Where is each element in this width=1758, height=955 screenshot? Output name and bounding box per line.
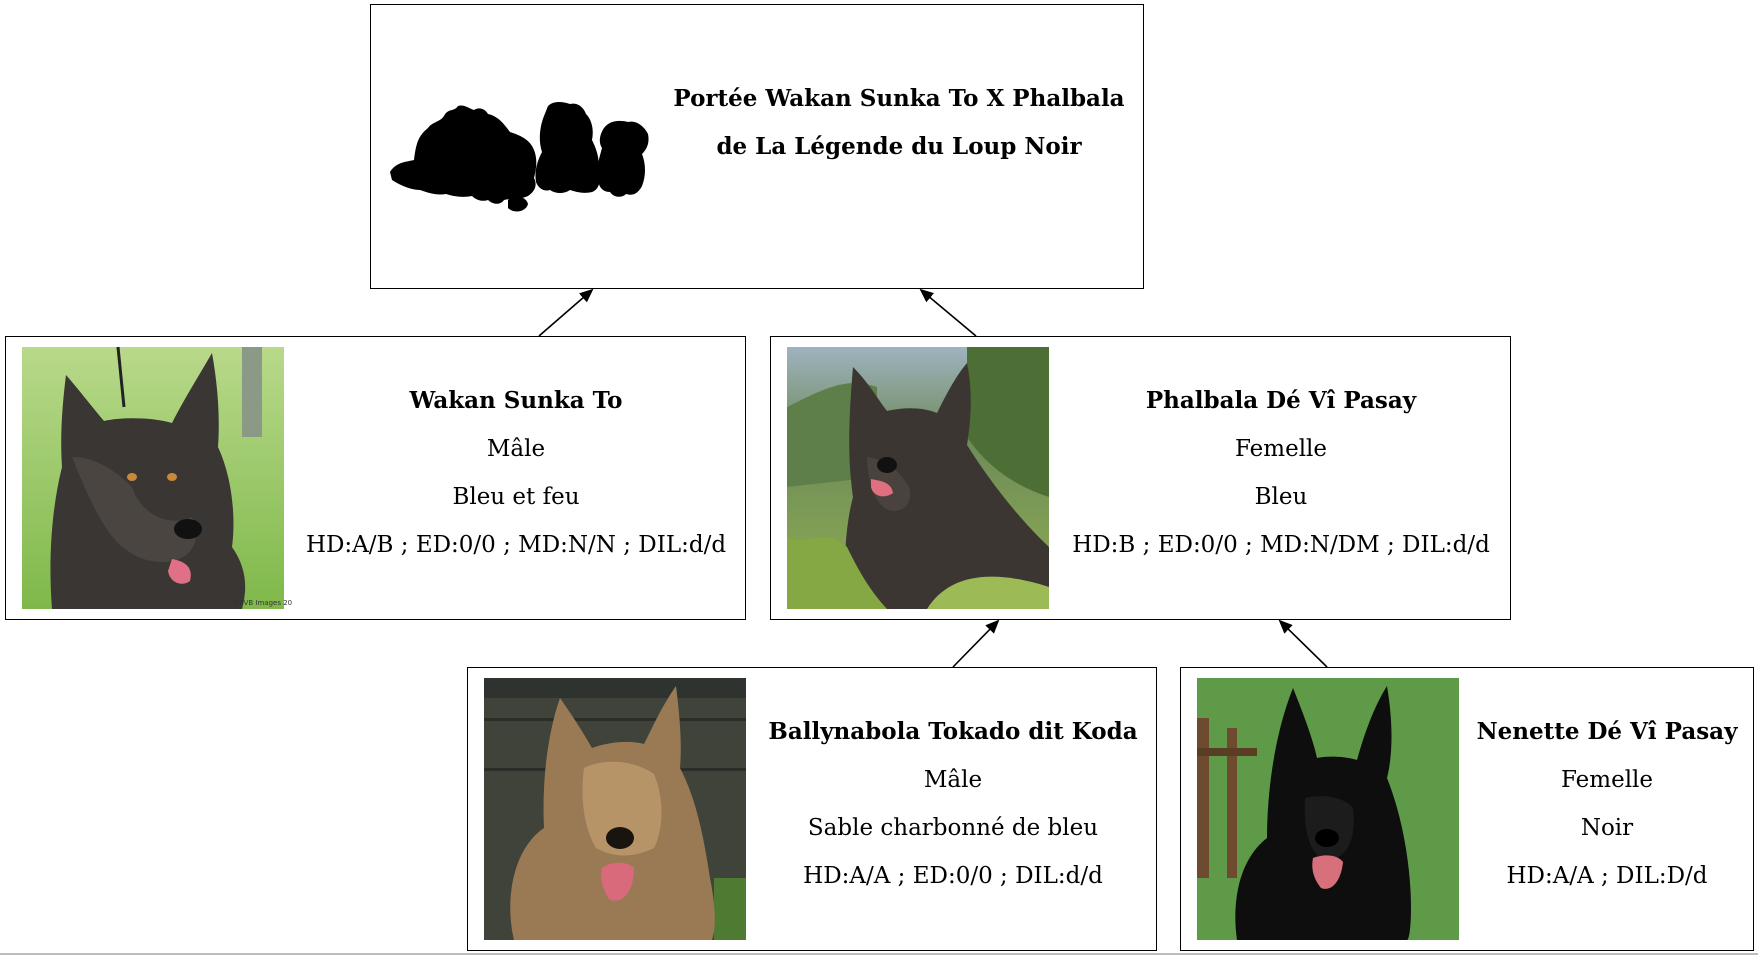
photo-watermark: ©BVB Images 20: [232, 599, 293, 607]
litter-node: [370, 4, 1144, 289]
dam-sire-color: Sable charbonné de bleu: [807, 815, 1099, 841]
dam-node: [770, 336, 1511, 620]
dam-sire-node: [467, 667, 1157, 951]
dam-info: [1051, 377, 1511, 569]
dam-sire-health: HD:A/A ; ED:0/0 ; DIL:d/d: [803, 863, 1103, 889]
dam-dog-photo: [787, 347, 1049, 609]
dam-dam-name: Nenette Dé Vî Pasay: [1476, 718, 1738, 745]
sire-node: [5, 336, 746, 620]
dam-dam-dog-photo: [1197, 678, 1459, 940]
dam-dam-color: Noir: [1580, 815, 1634, 841]
dam-sire-dog-photo: [484, 678, 746, 940]
dam-health: HD:B ; ED:0/0 ; MD:N/DM ; DIL:d/d: [1072, 532, 1490, 558]
dam-name: Phalbala Dé Vî Pasay: [1145, 387, 1417, 414]
dam-dam-node: [1180, 667, 1754, 951]
sire-info: [286, 377, 746, 569]
dog-silhouettes-icon: [388, 100, 650, 215]
dam-sire-name: Ballynabola Tokado dit Koda: [768, 718, 1138, 745]
edge-dam-to-litter: [921, 290, 976, 336]
sire-dog-photo: [22, 347, 293, 609]
dam-dam-health: HD:A/A ; DIL:D/d: [1506, 863, 1708, 889]
sire-sex: Mâle: [486, 436, 546, 462]
dam-sire-sex: Mâle: [923, 767, 983, 793]
dam-sire-info: [748, 708, 1158, 900]
edge-sire-to-litter: [539, 290, 592, 336]
dam-dam-sex: Femelle: [1560, 767, 1654, 793]
litter-title: [654, 75, 1144, 171]
dam-dam-info: [1461, 708, 1753, 900]
sire-name: Wakan Sunka To: [409, 387, 623, 414]
sire-color: Bleu et feu: [452, 484, 580, 510]
edge-damdam-to-dam: [1280, 621, 1327, 667]
edge-damsire-to-dam: [953, 621, 998, 667]
sire-health: HD:A/B ; ED:0/0 ; MD:N/N ; DIL:d/d: [305, 532, 727, 558]
dam-color: Bleu: [1254, 484, 1308, 510]
dam-sex: Femelle: [1234, 436, 1328, 462]
litter-title-line1: Portée Wakan Sunka To X Phalbala: [673, 85, 1125, 112]
litter-title-line2: de La Légende du Loup Noir: [716, 133, 1082, 160]
